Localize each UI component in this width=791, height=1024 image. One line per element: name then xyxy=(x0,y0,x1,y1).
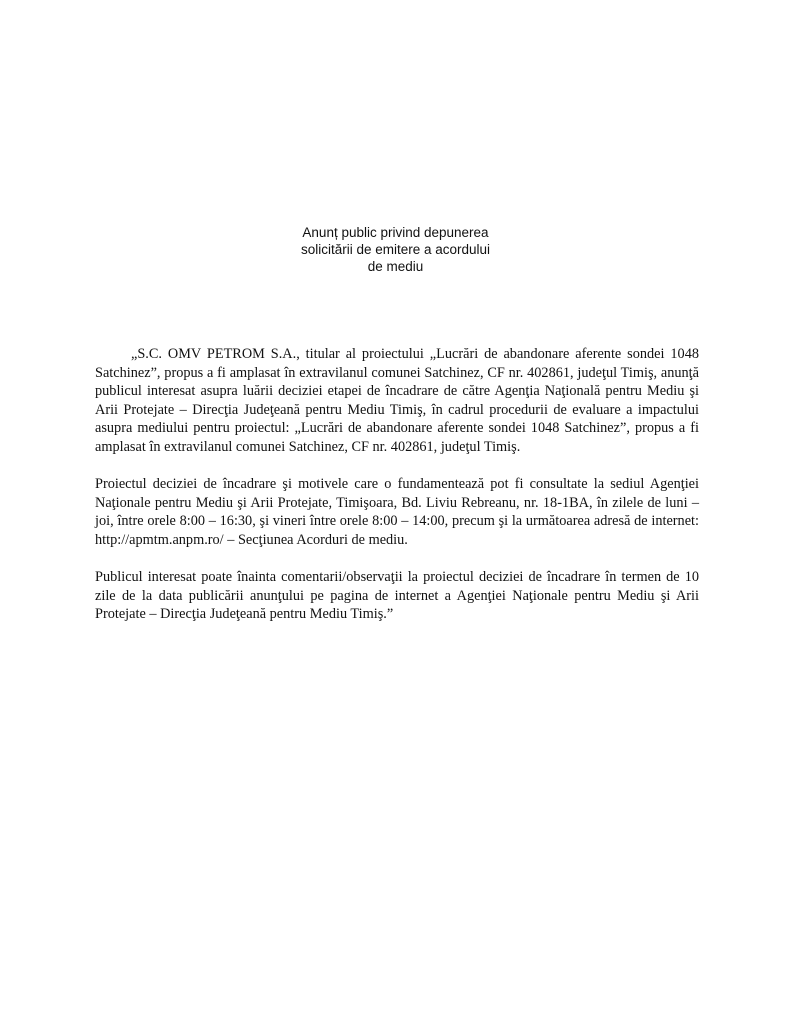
announcement-body xyxy=(95,345,699,643)
title-line: Anunț public privind depunerea xyxy=(302,225,489,240)
announcement-title xyxy=(0,224,791,275)
paragraph-public-comments: Publicul interesat poate înainta comentarii/observaţii la proiectul deciziei de încadrare în termen de 10 zile de la data publicării anunţului pe pagina de internet a Agenţiei Naţionale pentru Mediu şi Arii Protejate – Direcţia Judeţeană pentru Mediu Timiş.” xyxy=(95,569,699,623)
paragraph-project-notice: „S.C. OMV PETROM S.A., titular al proiectului „Lucrări de abandonare aferente sondei 1048 Satchinez”, propus a fi amplasat în extravilanul comunei Satchinez, CF nr. 402861, judeţul Timiş, anunţă publicul interesat asupra luării deciziei etapei de încadrare de către Agenţia Naţională pentru Mediu şi Arii Protejate – Direcţia Judeţeană pentru Mediu Timiş, în cadrul procedurii de evaluare a impactului asupra mediului pentru proiectul: „Lucrări de abandonare aferente sondei 1048 Satchinez”, propus a fi amplasat în extravilanul comunei Satchinez, CF nr. 402861, judeţul Timiş. xyxy=(95,346,699,455)
title-line: de mediu xyxy=(367,259,424,274)
paragraph-consultation-info: Proiectul deciziei de încadrare şi motivele care o fundamentează pot fi consultate la sediul Agenţiei Naţionale pentru Mediu şi Arii Protejate, Timişoara, Bd. Liviu Rebreanu, nr. 18-1BA, în zilele de luni – joi, între orele 8:00 – 16:30, şi vineri între orele 8:00 – 14:00, precum şi la următoarea adresă de internet: http://apmtm.anpm.ro/ – Secţiunea Acorduri de mediu. xyxy=(95,476,699,548)
title-line: solicitării de emitere a acordului xyxy=(300,242,491,257)
